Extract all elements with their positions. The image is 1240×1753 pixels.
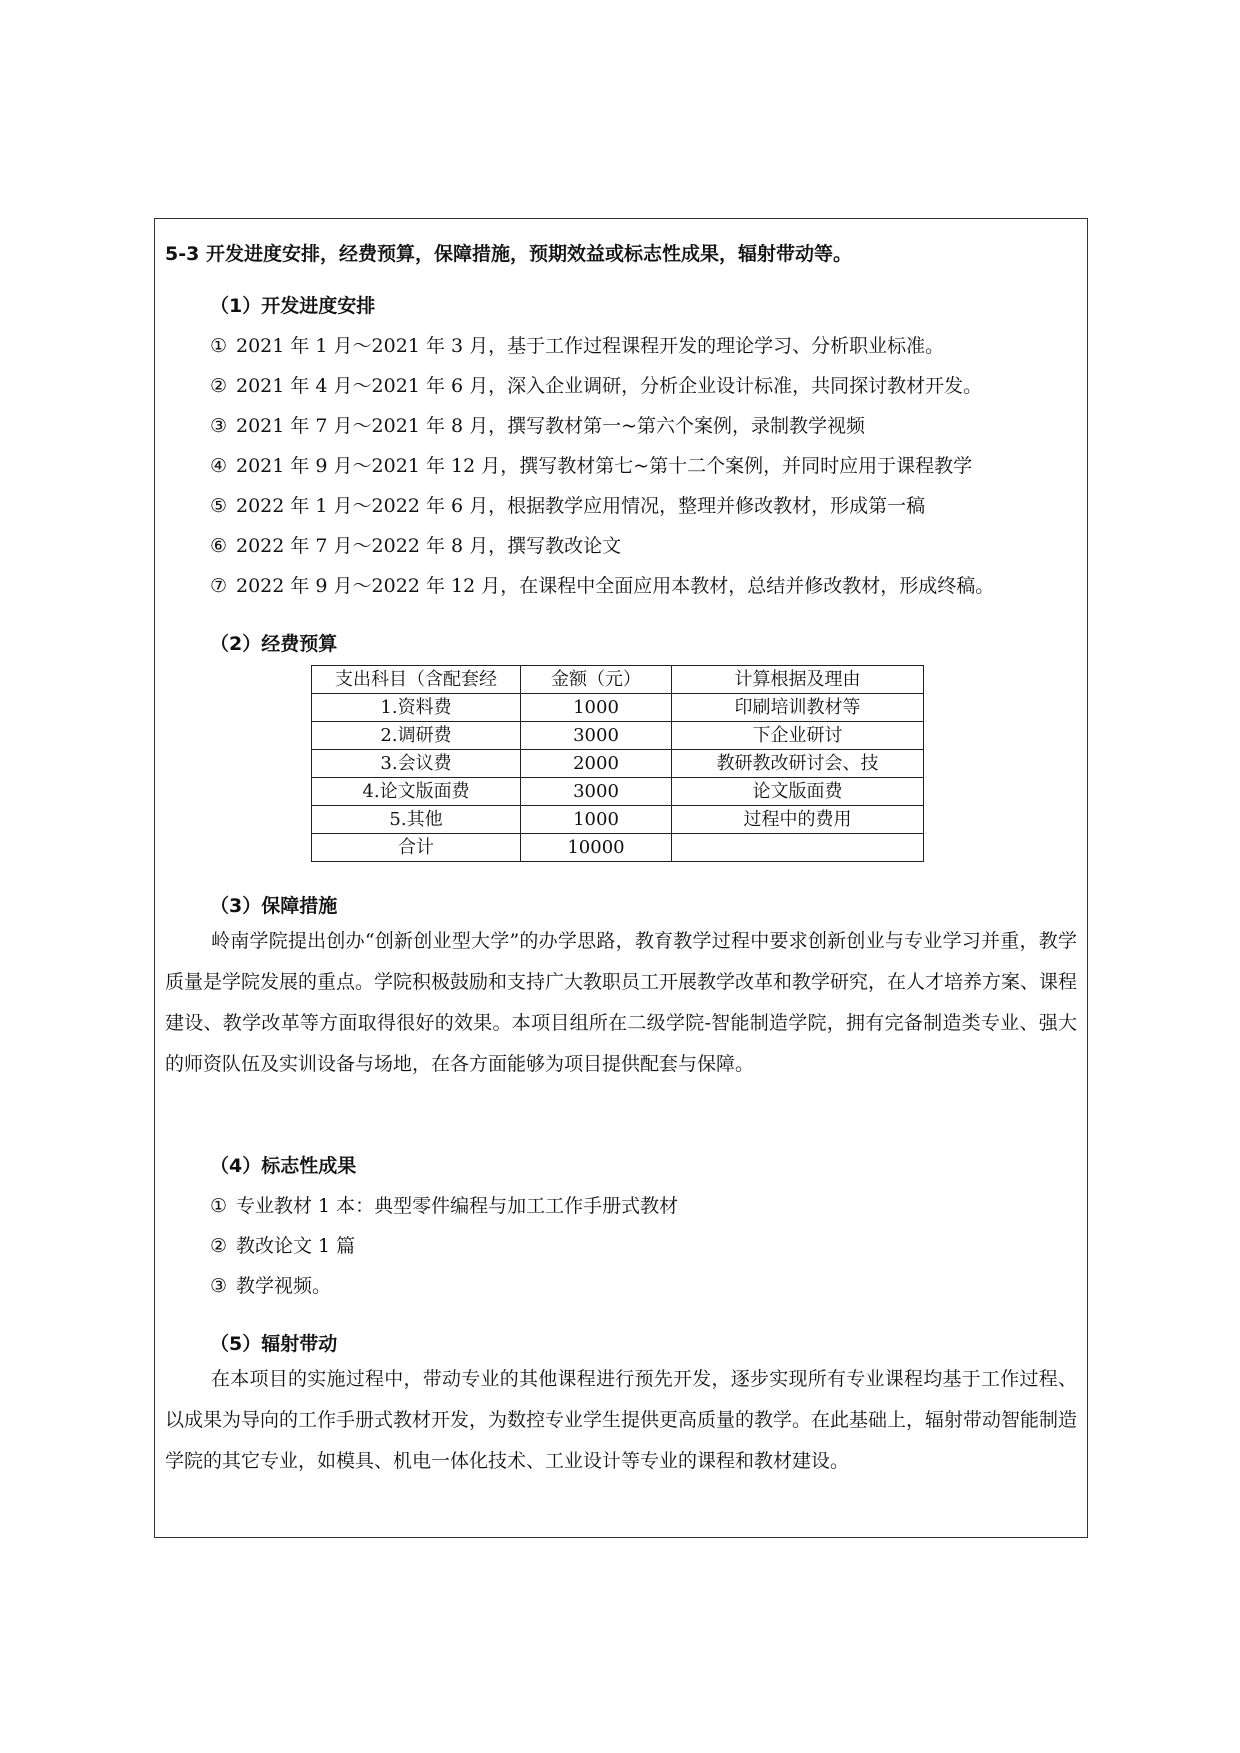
table-cell: 1.资料费 <box>312 694 521 722</box>
column-header: 金额（元） <box>521 666 672 694</box>
schedule-item <box>210 571 994 598</box>
table-cell: 下企业研讨 <box>672 722 924 750</box>
outcome-item <box>210 1271 331 1298</box>
schedule-item <box>210 411 865 438</box>
item-number: ① <box>210 1195 228 1217</box>
item-number: ⑥ <box>210 535 228 557</box>
item-number: ② <box>210 1235 228 1257</box>
item-text: 教学视频。 <box>236 1275 332 1297</box>
table-cell: 1000 <box>521 806 672 834</box>
table-row <box>312 806 924 834</box>
radiation-paragraph: 在本项目的实施过程中，带动专业的其他课程进行预先开发，逐步实现所有专业课程均基于工作过程、以成果为导向的工作手册式教材开发，为数控专业学生提供更高质量的教学。在此基础上，辐射带动智能制造学院的其它专业，如模具、机电一体化技术、工业设计等专业的课程和教材建设。 <box>165 1368 1078 1472</box>
table-row <box>312 722 924 750</box>
item-number: ④ <box>210 455 228 477</box>
item-number: ② <box>210 375 228 397</box>
outcome-item <box>210 1231 355 1258</box>
table-cell: 2000 <box>521 750 672 778</box>
section-title: 5-3 开发进度安排，经费预算，保障措施，预期效益或标志性成果，辐射带动等。 <box>165 243 852 265</box>
outcomes-heading: （4）标志性成果 <box>210 1155 357 1177</box>
schedule-item <box>210 331 944 358</box>
table-cell: 4.论文版面费 <box>312 778 521 806</box>
column-header: 计算根据及理由 <box>672 666 924 694</box>
table-cell: 5.其他 <box>312 806 521 834</box>
radiation-heading: （5）辐射带动 <box>210 1333 338 1355</box>
item-number: ① <box>210 335 228 357</box>
column-header: 支出科目（含配套经 <box>312 666 521 694</box>
table-row <box>312 694 924 722</box>
guarantee-heading: （3）保障措施 <box>210 895 338 917</box>
item-text: 2021 年 4 月～2021 年 6 月，深入企业调研，分析企业设计标准，共同探讨教材开发。 <box>236 375 983 397</box>
table-row <box>312 750 924 778</box>
item-text: 2022 年 7 月～2022 年 8 月，撰写教改论文 <box>236 535 622 557</box>
table-cell: 10000 <box>521 834 672 862</box>
table-cell: 印刷培训教材等 <box>672 694 924 722</box>
table-cell: 3000 <box>521 778 672 806</box>
table-total-row <box>312 834 924 862</box>
schedule-item <box>210 451 972 478</box>
item-text: 2022 年 9 月～2022 年 12 月，在课程中全面应用本教材，总结并修改教材，形成终稿。 <box>236 575 995 597</box>
schedule-item <box>210 491 925 518</box>
table-cell: 3000 <box>521 722 672 750</box>
table-cell: 2.调研费 <box>312 722 521 750</box>
schedule-heading: （1）开发进度安排 <box>210 295 376 317</box>
item-text: 专业教材 1 本：典型零件编程与加工工作手册式教材 <box>236 1195 679 1217</box>
schedule-item <box>210 371 982 398</box>
budget-table <box>311 665 924 862</box>
item-number: ③ <box>210 415 228 437</box>
table-cell: 过程中的费用 <box>672 806 924 834</box>
item-number: ⑦ <box>210 575 228 597</box>
content-frame <box>154 218 1088 1538</box>
item-text: 教改论文 1 篇 <box>236 1235 356 1257</box>
table-cell: 教研教改研讨会、技 <box>672 750 924 778</box>
item-number: ③ <box>210 1275 228 1297</box>
table-cell: 合计 <box>312 834 521 862</box>
guarantee-paragraph: 岭南学院提出创办“创新创业型大学”的办学思路，教育教学过程中要求创新创业与专业学习并重，教学质量是学院发展的重点。学院积极鼓励和支持广大教职员工开展教学改革和教学研究，在人才培养方案、课程建设、教学改革等方面取得很好的效果。本项目组所在二级学院-智能制造学院，拥有完备制造类专业、强大的师资队伍及实训设备与场地，在各方面能够为项目提供配套与保障。 <box>165 930 1078 1075</box>
outcome-item <box>210 1191 678 1218</box>
item-text: 2022 年 1 月～2022 年 6 月，根据教学应用情况，整理并修改教材，形成第一稿 <box>236 495 926 517</box>
schedule-item <box>210 531 621 558</box>
table-row <box>312 778 924 806</box>
budget-heading: （2）经费预算 <box>210 633 338 655</box>
table-cell: 论文版面费 <box>672 778 924 806</box>
table-cell: 1000 <box>521 694 672 722</box>
table-cell <box>672 834 924 862</box>
item-text: 2021 年 9 月～2021 年 12 月，撰写教材第七~第十二个案例，并同时应用于课程教学 <box>236 455 973 477</box>
item-text: 2021 年 7 月～2021 年 8 月，撰写教材第一~第六个案例，录制教学视频 <box>236 415 866 437</box>
item-text: 2021 年 1 月～2021 年 3 月，基于工作过程课程开发的理论学习、分析职业标准。 <box>236 335 945 357</box>
table-cell: 3.会议费 <box>312 750 521 778</box>
table-header-row <box>312 666 924 694</box>
item-number: ⑤ <box>210 495 228 517</box>
